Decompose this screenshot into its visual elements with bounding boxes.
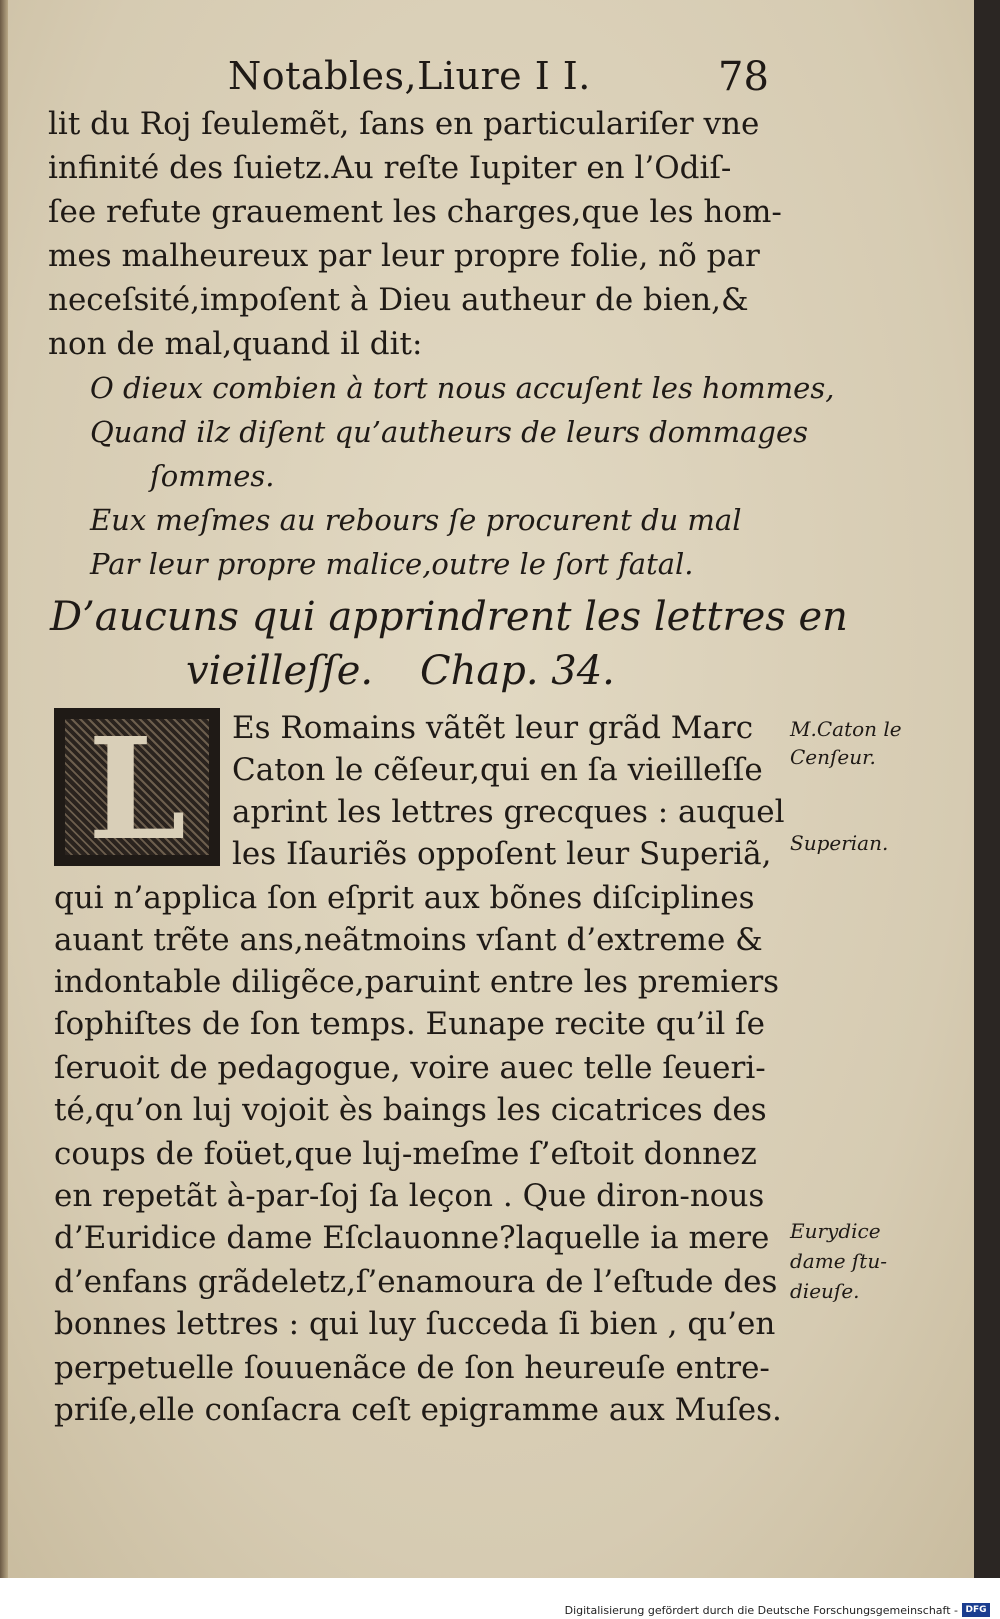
margin-note-eurydice: dieuſe. [790, 1279, 860, 1303]
verse-line: Eux meſmes au rebours ſe procurent du mal [90, 503, 742, 537]
body-line: d’enfans grãdeletz,ſ’enamoura de l’eſtude des [54, 1264, 778, 1300]
body-line: perpetuelle ſouuenãce de ſon heureuſe entre- [54, 1350, 770, 1386]
body-line: infinité des ſuietz.Au reſte Iupiter en l’Odiſ- [48, 150, 732, 186]
decorated-initial [54, 708, 220, 872]
verse-line: Par leur propre malice,outre le ſort fatal. [90, 547, 694, 581]
margin-note-superian: Superian. [790, 831, 889, 855]
body-line: coups de foüet,que luj-meſme ſ’eſtoit donnez [54, 1136, 757, 1172]
chapter-title: D’aucuns qui apprindrent les lettres en [50, 594, 848, 640]
verse-line: O dieux combien à tort nous accuſent les hommes, [90, 371, 835, 405]
body-line: les Iſauriẽs oppoſent leur Superiã, [232, 836, 772, 872]
body-line: non de mal,quand il dit: [48, 326, 423, 362]
body-line: Es Romains vãtẽt leur grãd Marc [232, 710, 754, 746]
body-line: mes malheureux par leur propre folie, nõ par [48, 238, 760, 274]
footer-credit: Digitalisierung gefördert durch die Deutsche Forschungsgemeinschaft - [564, 1604, 958, 1617]
margin-note-eurydice: Eurydice [790, 1219, 881, 1243]
body-line: auant trẽte ans,neãtmoins vſant d’extreme & [54, 922, 763, 958]
body-line: d’Euridice dame Eſclauonne?laquelle ia mere [54, 1220, 770, 1256]
margin-note-caton: Cenſeur. [790, 745, 876, 769]
page-number: 78 [718, 54, 769, 100]
scan-border [974, 0, 1000, 1578]
running-header: Notables,Liure I I. [228, 54, 591, 98]
body-line: ſee refute grauement les charges,que les hom- [48, 194, 782, 230]
verse-line: Quand ilz diſent qu’autheurs de leurs dommages [90, 415, 809, 449]
chapter-title-line2: vieilleſſe. [186, 648, 374, 694]
body-line: priſe,elle conſacra ceſt epigramme aux Muſes. [54, 1392, 782, 1428]
dfg-logo: DFG [962, 1603, 990, 1617]
body-line: lit du Roj ſeulemẽt, ſans en particulariſer vne [48, 106, 760, 142]
body-line: Caton le cẽſeur,qui en ſa vieilleſſe [232, 752, 763, 788]
body-line: en repetãt à-par-ſoj ſa leçon . Que diron-nous [54, 1178, 765, 1214]
body-line: té,qu’on luj vojoit ès baings les cicatrices des [54, 1092, 767, 1128]
body-line: qui n’applica ſon eſprit aux bõnes diſciplines [54, 880, 755, 916]
body-line: aprint les lettres grecques : auquel [232, 794, 785, 830]
initial-letter: L [87, 708, 187, 872]
margin-note-caton: M.Caton le [790, 717, 902, 741]
margin-note-eurydice: dame ſtu- [790, 1249, 887, 1273]
body-line: ſophiſtes de ſon temps. Eunape recite qu’il ſe [54, 1006, 765, 1042]
body-line: neceſsité,impoſent à Dieu autheur de bien,& [48, 282, 749, 318]
verse-line: ſommes. [150, 459, 275, 493]
body-line: bonnes lettres : qui luy ſucceda ſi bien , qu’en [54, 1306, 776, 1342]
body-line: ſeruoit de pedagogue, voire auec telle ſeueri- [54, 1050, 766, 1086]
page-gutter-shadow [0, 0, 8, 1578]
chapter-number: Chap. 34. [420, 648, 615, 694]
body-line: indontable diligẽce,paruint entre les premiers [54, 964, 780, 1000]
